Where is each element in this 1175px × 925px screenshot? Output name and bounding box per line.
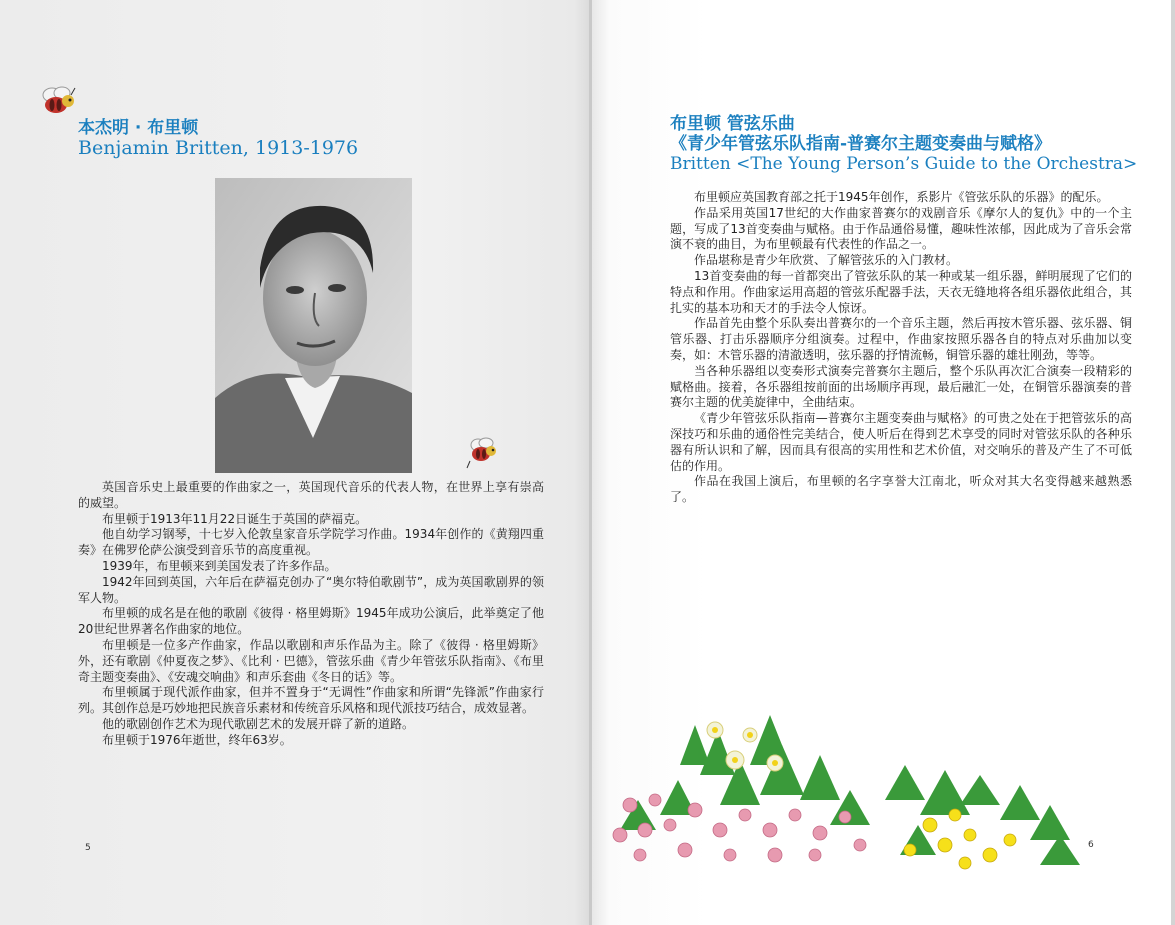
description-paragraph: 作品堪称是青少年欣赏、了解管弦乐的入门教材。 — [694, 253, 959, 268]
page-edge — [1171, 0, 1175, 925]
bio-paragraph: 1939年，布里顿来到美国发表了许多作品。 — [102, 558, 337, 573]
bio-paragraph: 他的歌剧创作艺术为现代歌剧艺术的发展开辟了新的道路。 — [102, 716, 415, 731]
portrait-photo — [215, 178, 412, 473]
composer-biography — [78, 480, 544, 749]
composer-name-en: Benjamin Britten, 1913-1976 — [78, 137, 359, 159]
flowers-illustration — [600, 705, 1100, 885]
work-title-zh: 《青少年管弦乐队指南-普赛尔主题变奏曲与赋格》 — [670, 134, 1052, 154]
description-paragraph: 《青少年管弦乐队指南—普赛尔主题变奏曲与赋格》的可贵之处在于把管弦乐的高深技巧和乐曲的通俗性完美结合，使人听后在得到艺术享受的同时对管弦乐队的各种乐器有所认识和了解，因而具有很高的实用性和艺术价值，对交响乐的普及产生了不可低估的作用。 — [670, 411, 1132, 473]
work-title-composer: 布里顿 管弦乐曲 — [670, 114, 795, 134]
composer-name-zh: 本杰明 · 布里顿 — [78, 118, 199, 138]
bio-paragraph: 1942年回到英国，六年后在萨福克创办了“奥尔特伯歌剧节”，成为英国歌剧界的领军人物。 — [78, 574, 544, 605]
description-paragraph: 作品采用英国17世纪的大作曲家普赛尔的戏剧音乐《摩尔人的复仇》中的一个主题，写成了13首变奏曲与赋格。由于作品通俗易懂，趣味性浓郁，因此成为了音乐会常演不衰的曲目，为布里顿最有代表性的作品之一。 — [670, 205, 1132, 252]
description-paragraph: 作品在我国上演后，布里顿的名字享誉大江南北，听众对其大名变得越来越熟悉了。 — [670, 474, 1132, 505]
bee-icon — [466, 435, 500, 473]
description-paragraph: 13首变奏曲的每一首都突出了管弦乐队的某一种或某一组乐器，鲜明展现了它们的特点和作用。作曲家运用高超的管弦乐配器手法，天衣无缝地将各组乐器依此组合，其扎实的基本功和天才的手法令人惊讶。 — [670, 268, 1132, 315]
bio-paragraph: 布里顿于1913年11月22日诞生于英国的萨福克。 — [102, 511, 368, 526]
page-number-left: 5 — [85, 843, 91, 853]
work-description — [670, 190, 1132, 506]
book-gutter — [589, 0, 592, 925]
bio-paragraph: 布里顿的成名是在他的歌剧《彼得 · 格里姆斯》1945年成功公演后，此举奠定了他20世纪世界著名作曲家的地位。 — [78, 606, 544, 637]
bio-paragraph: 英国音乐史上最重要的作曲家之一，英国现代音乐的代表人物，在世界上享有崇高的威望。 — [78, 480, 544, 510]
description-paragraph: 布里顿应英国教育部之托于1945年创作，系影片《管弦乐队的乐器》的配乐。 — [694, 190, 1109, 204]
page-number-right: 6 — [1088, 840, 1094, 850]
bio-paragraph: 他自幼学习钢琴，十七岁入伦敦皇家音乐学院学习作曲。1934年创作的《黄翔四重奏》在佛罗伦萨公演受到音乐节的高度重视。 — [78, 527, 544, 558]
work-title-en: Britten <The Young Person’s Guide to the Orchestra> — [670, 154, 1138, 174]
bee-icon — [38, 84, 78, 122]
description-paragraph: 作品首先由整个乐队奏出普赛尔的一个音乐主题，然后再按木管乐器、弦乐器、铜管乐器、打击乐器顺序分组演奏。过程中，作曲家按照乐器各自的特点对乐曲加以变奏，如：木管乐器的清澈透明，弦乐器的抒情流畅，铜管乐器的雄壮刚劲，等等。 — [670, 316, 1132, 362]
bio-paragraph: 布里顿于1976年逝世，终年63岁。 — [102, 732, 292, 747]
bio-paragraph: 布里顿是一位多产作曲家，作品以歌剧和声乐作品为主。除了《彼得 · 格里姆斯》外，还有歌剧《仲夏夜之梦》、《比利 · 巴德》，管弦乐曲《青少年管弦乐队指南》、《布里奇主题变奏曲》、《安魂交响曲》和声乐套曲《冬日的话》等。 — [78, 637, 544, 684]
bio-paragraph: 布里顿属于现代派作曲家，但并不置身于“无调性”作曲家和所谓“先锋派”作曲家行列。其创作总是巧妙地把民族音乐素材和传统音乐风格和现代派技巧结合，成效显著。 — [78, 685, 544, 716]
description-paragraph: 当各种乐器组以变奏形式演奏完普赛尔主题后，整个乐队再次汇合演奏一段精彩的赋格曲。接着，各乐器组按前面的出场顺序再现，最后融汇一处，在铜管乐器演奏的普赛尔主题的优美旋律中，全曲结束。 — [670, 363, 1132, 410]
